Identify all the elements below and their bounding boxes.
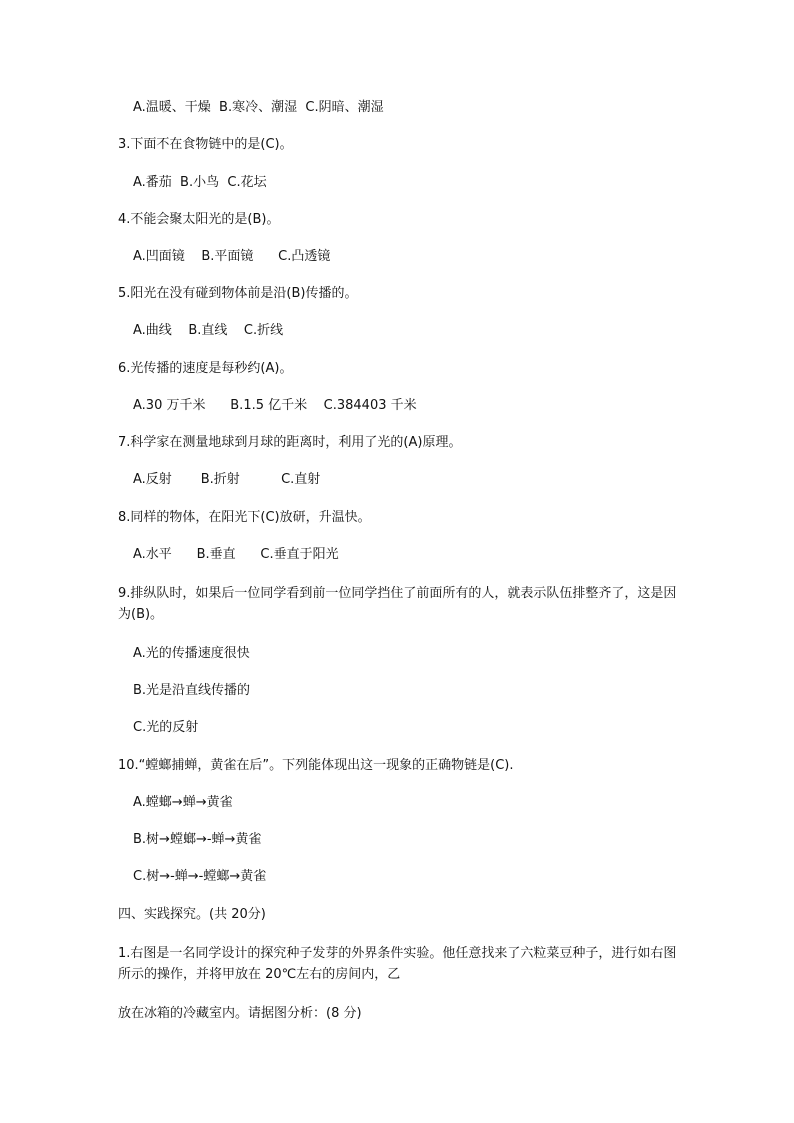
practice-question-1: 1.右图是一名同学设计的探究种子发芽的外界条件实验。他任意找来了六粒菜豆种子，进行如右图 所示的操作，并将甲放在 20℃左右的房间内，乙 — [118, 946, 677, 982]
q8-options: A.水平 B.垂直 C.垂直于阳光 — [133, 547, 339, 562]
section-4-heading: 四、实践探究。(共 20分) — [118, 907, 266, 922]
question-5: 5.阳光在没有碰到物体前是沿(B)传播的。 — [118, 286, 358, 301]
q7-options: A.反射 B.折射 C.直射 — [133, 472, 321, 487]
q2-options: A.温暖、干燥 B.寒冷、潮湿 C.阴暗、潮湿 — [133, 100, 384, 115]
q10-option-c: C.树→-蝉→-螳螂→黄雀 — [133, 869, 267, 884]
question-6: 6.光传播的速度是每秒约(A)。 — [118, 361, 293, 376]
q9-option-c: C.光的反射 — [133, 720, 199, 735]
question-3: 3.下面不在食物链中的是(C)。 — [118, 137, 293, 152]
question-9: 9.排纵队时，如果后一位同学看到前一位同学挡住了前面所有的人，就表示队伍排整齐了，这是因为(B)。 — [118, 586, 677, 622]
q10-option-b: B.树→螳螂→-蝉→黄雀 — [133, 832, 262, 847]
q9-option-b: B.光是沿直线传播的 — [133, 683, 251, 698]
practice-question-1-cont: 放在冰箱的冷藏室内。请据图分析：(8 分) — [118, 1006, 362, 1021]
question-8: 8.同样的物体，在阳光下(C)放研，升温快。 — [118, 510, 371, 525]
q5-options: A.曲线 B.直线 C.折线 — [133, 323, 284, 338]
q3-options: A.番茄 B.小鸟 C.花坛 — [133, 175, 267, 190]
question-4: 4.不能会聚太阳光的是(B)。 — [118, 212, 280, 227]
q4-options: A.凹面镜 B.平面镜 C.凸透镜 — [133, 249, 331, 264]
question-7: 7.科学家在测量地球到月球的距离时，利用了光的(A)原理。 — [118, 435, 462, 450]
q6-options: A.30 万千米 B.1.5 亿千米 C.384403 千米 — [133, 398, 417, 413]
question-10: 10.“螳螂捕蝉，黄雀在后”。下列能体现出这一现象的正确物链是(C). — [118, 758, 514, 773]
q9-option-a: A.光的传播速度很快 — [133, 646, 250, 661]
q10-option-a: A.螳螂→蝉→黄雀 — [133, 795, 233, 810]
